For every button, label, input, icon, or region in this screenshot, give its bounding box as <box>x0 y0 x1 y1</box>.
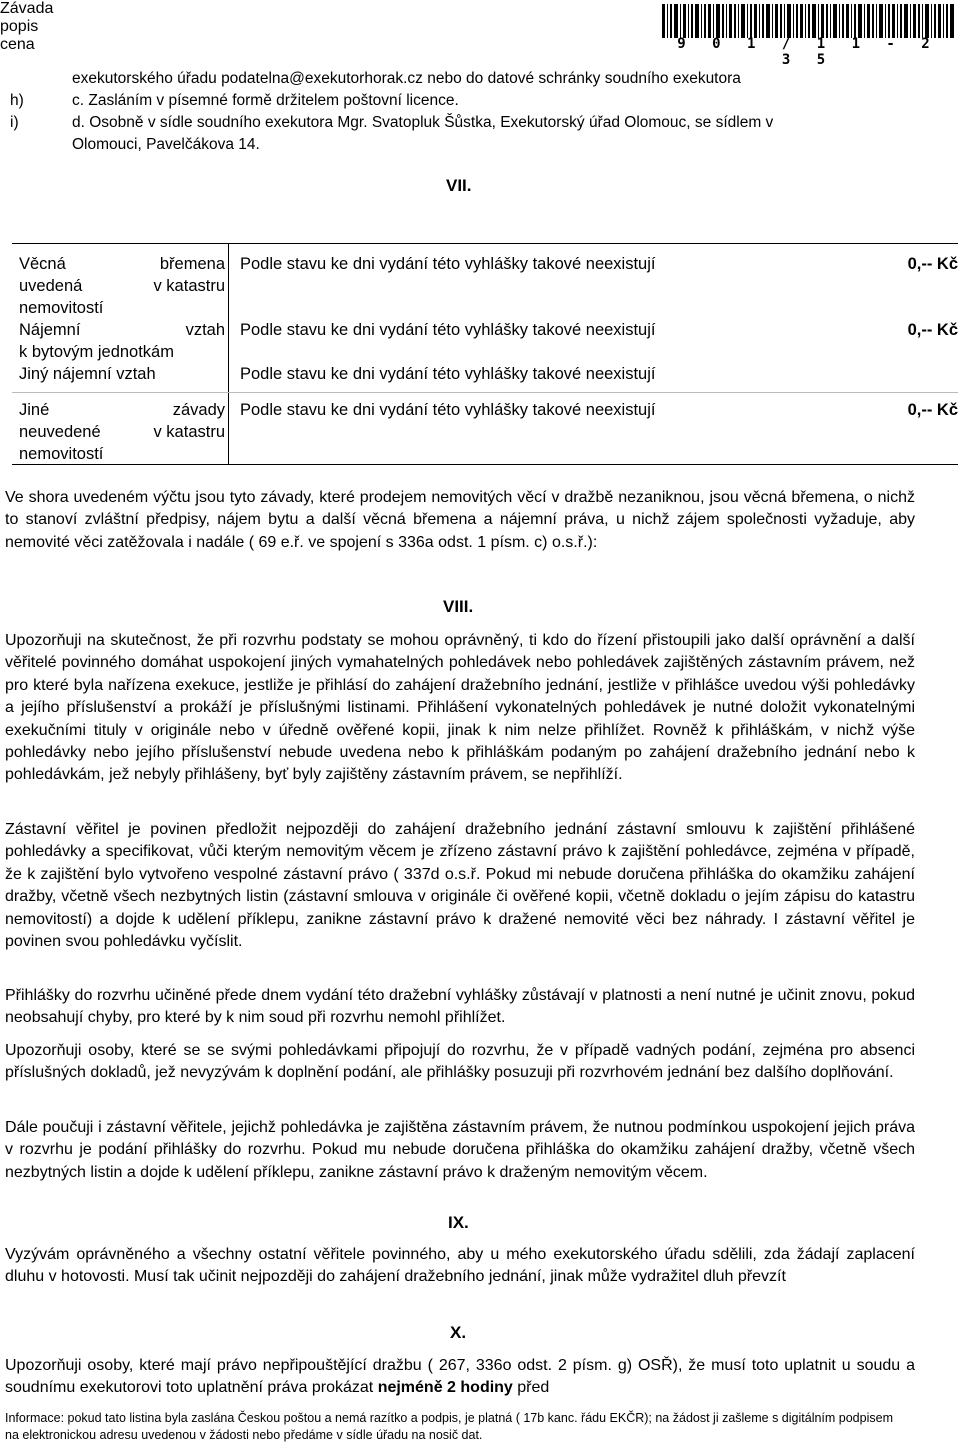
table-row-2-cena: 0,-- Kč <box>907 321 958 339</box>
list-item-i-cont: Olomouci, Pavelčákova 14. <box>72 136 260 153</box>
table-row-1-popis: Podle stavu ke dni vydání této vyhlášky takové neexistují <box>240 255 656 273</box>
intro-line: exekutorského úřadu podatelna@exekutorhorak.cz nebo do datové schránky soudního exekutora <box>72 70 741 87</box>
cell-text: Nájemní <box>19 321 81 339</box>
table-header-cena: cena <box>0 36 35 53</box>
section-heading-vii: VII. <box>446 176 472 195</box>
cell-text: nemovitostí <box>19 299 104 317</box>
paragraph-claims-notice: Upozorňuji na skutečnost, že při rozvrhu podstaty se mohou oprávněný, ti kdo do řízení přistoupili jako další oprávnění a další věřitelé povinného domáhat uspokojení jiných vymahatelných pohledávek nebo pohledávek zajištěných zástavním právem, než pro které byla nařízena exekuce, jestliže je přihlásí do zahájení dražebního jednání, jestliže v přihlášce uvedou výši pohledávky a jejího příslušenství a prokáží je příslušnými listinami. Přihlášení vykonatelných pohledávek je nutné doložit vykonatelnými exekučními tituly v originále nebo v úředně ověřené kopii, jinak k nim nelze přihlížet. Rovněž k přihláškám, v nichž výše pohledávky nebo jejího příslušenství nebude uvedena nebo k přihláškám podaným po zahájení dražebního jednání nebo k pohledávkám, jež nebyly přihlášeny, byť byly zajištěny zástavním právem, se nepřihlíží. <box>5 632 915 784</box>
list-item-h: c. Zasláním v písemné formě držitelem poštovní licence. <box>72 92 459 109</box>
cell-text: nemovitostí <box>19 445 104 463</box>
paragraph-third-party-rights <box>5 1355 915 1400</box>
paragraph-pledge-creditor: Zástavní věřitel je povinen předložit nejpozději do zahájení dražebního jednání zástavní smlouvu k zajištění přihlášené pohledávky a specifikovat, vůči kterým nemovitým věcem je zřízeno zástavní právo k zajištění pohledávce, zejména v případě, že k zajištění bylo vytvořeno vespolné zástavní právo ( 337d o.s.ř. Pokud mi nebude doručena přihláška do okamžiku zahájení dražby, včetně všech nezbytných listin (zástavní smlouva v originále či ověřené kopii, včetně dokladu o jejím zápisu do katastru nemovitostí) a dojde k udělení příklepu, zanikne zástavní právo k dražené nemovité věci bez náhrady. I zástavní věřitel je povinen svou pohledávku vyčíslit. <box>5 821 915 951</box>
barcode-number: 9 0 1 / 1 1 - 2 3 5 <box>677 36 939 68</box>
paragraph-pledge-instruction: Dále poučuji i zástavní věřitele, jejichž pohledávka je zajištěna zástavním právem, že nutnou podmínkou uspokojení jejich práva v rozvrhu je podání přihlášky do rozvrhu. Pokud mu nebude doručena přihláška do okamžiku zahájení dražby, včetně všech nezbytných listin a dojde k udělení příklepu, zanikne zástavní právo k draženým nemovitým věcem. <box>5 1119 915 1181</box>
cell-text: uvedená <box>19 277 83 295</box>
section-heading-ix: IX. <box>448 1213 469 1232</box>
cell-text: neuvedené <box>19 423 101 441</box>
cell-text: vztah <box>185 321 225 339</box>
table-header-popis: popis <box>0 18 39 35</box>
table-row-3-zavada <box>19 363 225 385</box>
cell-text: Jiné <box>19 401 50 419</box>
table-row-3-popis: Podle stavu ke dni vydání této vyhlášky takové neexistují <box>240 365 656 383</box>
list-item-i: d. Osobně v sídle soudního exekutora Mgr. Svatopluk Šůstka, Exekutorský úřad Olomouc, se sídlem v <box>72 114 774 131</box>
table-row-4-zavada <box>19 399 225 465</box>
table-row-2-popis: Podle stavu ke dni vydání této vyhlášky takové neexistují <box>240 321 656 339</box>
list-marker-i: i) <box>10 114 19 131</box>
table-header-zavada: Závada <box>0 0 54 17</box>
table-row-4-popis: Podle stavu ke dni vydání této vyhlášky takové neexistují <box>240 401 656 419</box>
cell-text: Jiný nájemní vztah <box>19 365 156 383</box>
cell-text: v katastru <box>153 277 225 295</box>
table-row-1-zavada <box>19 253 225 319</box>
footer-info: Informace: pokud tato listina byla zaslána Českou poštou a nemá razítko a podpis, je platná ( 17b kanc. řádu EKČR); na žádost ji zašleme s digitálním podpisem na elektronickou adresu uvedenou v žádosti nebo předáme v sídle úřadu na nosič dat. <box>5 1411 893 1442</box>
table-row-2-zavada <box>19 319 225 363</box>
table-row-rule <box>12 392 958 393</box>
section-heading-viii: VIII. <box>443 597 474 616</box>
section-heading-x: X. <box>450 1323 467 1342</box>
table-row-4-cena: 0,-- Kč <box>907 401 958 419</box>
table-column-divider <box>228 243 229 465</box>
paragraph-text: Upozorňuji osoby, které mají právo nepřipouštějící dražbu ( 267, 336o odst. 2 písm. g) OSŘ), že musí toto uplatnit u soudu a soudnímu exekutorovi toto uplatnění práva prokázat <box>5 1357 915 1397</box>
list-marker-h: h) <box>10 92 24 109</box>
paragraph-cash-payment: Vyzývám oprávněného a všechny ostatní věřitele povinného, aby u mého exekutorského úřadu sdělili, zda žádají zaplacení dluhu v hotovosti. Musí tak učinit nejpozději do zahájení dražebního jednání, jinak může vydražitel dluh převzít <box>5 1246 915 1286</box>
cell-text: břemena <box>159 255 225 273</box>
paragraph-text: před <box>517 1379 550 1397</box>
table-header-rule <box>12 243 958 244</box>
paragraph-unextinguished-encumbrances: Ve shora uvedeném výčtu jsou tyto závady, které prodejem nemovitých věcí v dražbě nezaniknou, jsou věcná břemena, o nichž to stanoví zvláštní předpisy, nájem bytu a další věcná břemena a nájemní práva, u nichž zájem společnosti vyžaduje, aby nemovité věci zatěžovala i nadále ( 69 e.ř. ve spojení s 336a odst. 1 písm. c) o.s.ř.): <box>5 489 915 551</box>
paragraph-defective-filings: Upozorňuji osoby, které se se svými pohledávkami připojují do rozvrhu, že v případě vadných podání, zejména pro absenci příslušných dokladů, jež nevyzývám k doplnění podání, ale přihlášky posuzuji při rozvrhovém jednání bez dalšího doplňování. <box>5 1042 915 1082</box>
table-row-1-cena: 0,-- Kč <box>907 255 958 273</box>
cell-text: k bytovým jednotkám <box>19 343 174 361</box>
cell-text: závady <box>172 401 225 419</box>
paragraph-prior-claims: Přihlášky do rozvrhu učiněné přede dnem vydání této dražební vyhlášky zůstávají v platnosti a není nutné je učinit znovu, pokud neobsahují chyby, pro které by k nim soud při rozvrhu nemohl přihlížet. <box>5 987 915 1027</box>
encumbrance-table <box>0 0 960 470</box>
cell-text: v katastru <box>153 423 225 441</box>
cell-text: Věcná <box>19 255 66 273</box>
deadline-emphasis: nejméně 2 hodiny <box>377 1379 513 1397</box>
